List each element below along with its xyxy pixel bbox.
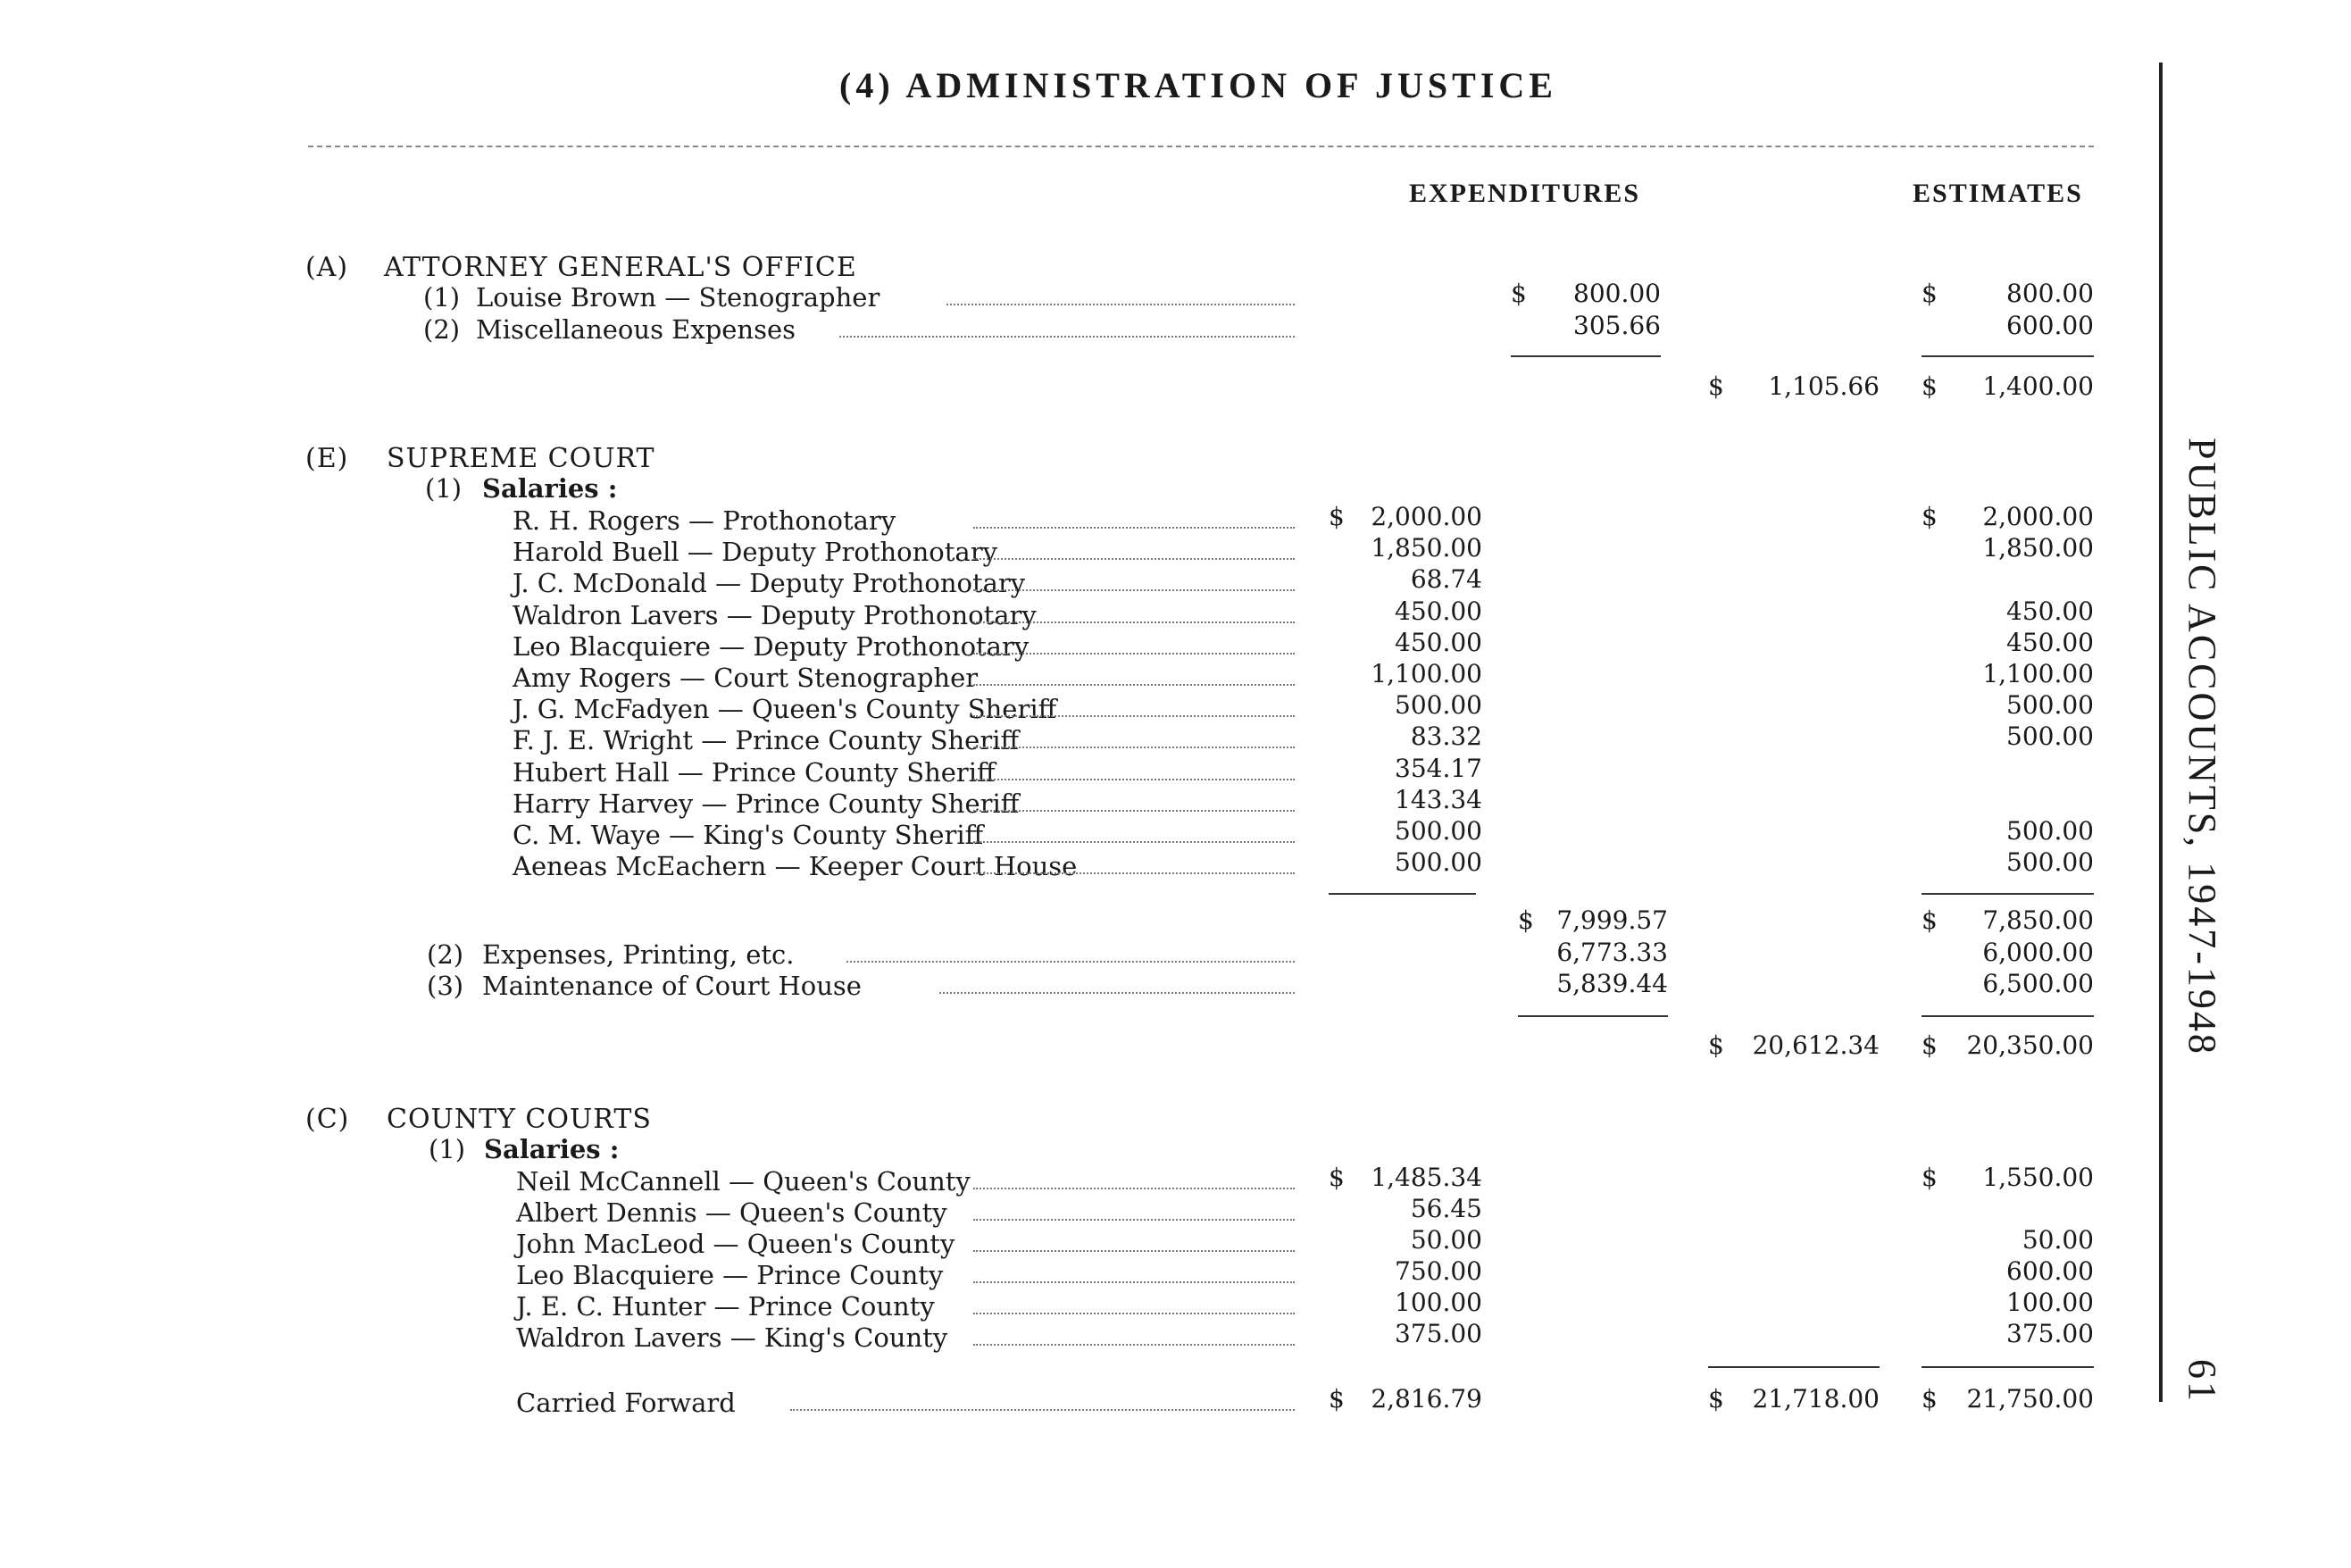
leader-dots bbox=[973, 779, 1295, 780]
salary-row-estimate: 600.00 bbox=[2006, 1256, 2094, 1286]
section-a-total-exp: 1,105.66 bbox=[1768, 371, 1880, 401]
currency-symbol: $ bbox=[1511, 279, 1527, 308]
leader-dots bbox=[973, 684, 1295, 686]
section-b-item-num: (2) bbox=[427, 939, 464, 970]
salary-row-expenditure: 500.00 bbox=[1395, 690, 1482, 721]
salary-row-expenditure: 50.00 bbox=[1410, 1225, 1482, 1255]
salary-row-estimate: 100.00 bbox=[2006, 1288, 2094, 1317]
expenditure-value: 800.00 bbox=[1573, 279, 1661, 308]
estimate-value: 6,500.00 bbox=[1982, 969, 2094, 998]
leader-dots bbox=[973, 653, 1295, 655]
leader-dots bbox=[839, 336, 1295, 338]
section-b-item-label: Maintenance of Court House bbox=[482, 971, 862, 1001]
salaries-rule bbox=[1329, 893, 1476, 895]
salary-row-expenditure: 1,850.00 bbox=[1371, 533, 1482, 563]
estimate-value: 600.00 bbox=[2006, 311, 2094, 340]
salary-row-label: Aeneas McEachern — Keeper Court House bbox=[513, 851, 1078, 882]
section-b-item-label: Expenses, Printing, etc. bbox=[482, 939, 795, 970]
leader-dots bbox=[973, 715, 1295, 717]
salary-row-label: Hubert Hall — Prince County Sheriff bbox=[513, 756, 996, 788]
salary-row-estimate: 2,000.00 bbox=[1982, 502, 2094, 531]
salary-row-estimate: 500.00 bbox=[2006, 690, 2094, 721]
section-b-letter: (E) bbox=[305, 443, 349, 474]
section-a-total-est: 1,400.00 bbox=[1982, 371, 2094, 401]
leader-dots bbox=[973, 1281, 1295, 1283]
page-title: (4) ADMINISTRATION OF JUSTICE bbox=[839, 65, 1557, 105]
salary-row-expenditure: 500.00 bbox=[1395, 816, 1482, 846]
salary-row-expenditure: 68.74 bbox=[1410, 564, 1482, 595]
section-b-total-exp: 20,612.34 bbox=[1752, 1030, 1880, 1060]
salary-row-estimate: 50.00 bbox=[2022, 1225, 2094, 1255]
salary-row-label: Harold Buell — Deputy Prothonotary bbox=[513, 537, 997, 568]
currency-symbol: $ bbox=[1329, 1163, 1345, 1192]
expenditure-value: 6,773.33 bbox=[1556, 938, 1668, 967]
currency-symbol: $ bbox=[1708, 1030, 1724, 1060]
salary-row-estimate: 375.00 bbox=[2006, 1319, 2094, 1348]
subtotal-rule bbox=[1518, 1015, 1668, 1017]
salaries-num: (1) bbox=[425, 473, 463, 504]
salary-row-label: J. C. McDonald — Deputy Prothonotary bbox=[513, 568, 1026, 599]
leader-dots bbox=[973, 558, 1295, 560]
salary-row-estimate: 500.00 bbox=[2006, 816, 2094, 846]
salary-row-label: Leo Blacquiere — Deputy Prothonotary bbox=[513, 630, 1030, 662]
salary-row-label: C. M. Waye — King's County Sheriff bbox=[513, 820, 984, 850]
section-a-item-label: Louise Brown — Stenographer bbox=[476, 282, 880, 313]
currency-symbol: $ bbox=[1708, 1384, 1724, 1414]
salary-row-label: J. E. C. Hunter — Prince County bbox=[516, 1291, 935, 1322]
section-a-item-num: (2) bbox=[423, 314, 461, 345]
leader-dots bbox=[973, 1250, 1295, 1252]
leader-dots bbox=[973, 621, 1295, 623]
currency-symbol: $ bbox=[1922, 371, 1938, 401]
leader-dots bbox=[790, 1409, 1295, 1411]
salary-row-expenditure: 450.00 bbox=[1395, 627, 1482, 657]
carried-forward-label: Carried Forward bbox=[516, 1388, 736, 1418]
salary-row-estimate: 500.00 bbox=[2006, 847, 2094, 878]
leader-dots bbox=[973, 589, 1295, 591]
salary-row-estimate: 450.00 bbox=[2006, 627, 2094, 657]
subtotal-rule bbox=[1922, 1015, 2094, 1017]
salary-row-label: F. J. E. Wright — Prince County Sheriff bbox=[513, 725, 1020, 756]
subtotal-rule bbox=[1511, 355, 1661, 357]
section-b-total-est: 20,350.00 bbox=[1966, 1030, 2094, 1060]
leader-dots bbox=[973, 1344, 1295, 1346]
currency-symbol: $ bbox=[1922, 1384, 1938, 1414]
salary-row-expenditure: 1,100.00 bbox=[1371, 659, 1482, 688]
salary-row-expenditure: 83.32 bbox=[1410, 721, 1482, 752]
salary-row-expenditure: 375.00 bbox=[1395, 1319, 1482, 1348]
currency-symbol: $ bbox=[1922, 1163, 1938, 1192]
carried-forward-exp-total: 21,718.00 bbox=[1752, 1384, 1880, 1414]
forward-rule bbox=[1922, 1366, 2094, 1368]
carried-forward-col1: 2,816.79 bbox=[1371, 1384, 1482, 1414]
leader-dots bbox=[946, 304, 1295, 305]
salaries-total-exp: 7,999.57 bbox=[1556, 905, 1668, 935]
currency-symbol: $ bbox=[1329, 1384, 1345, 1414]
side-rule bbox=[2159, 63, 2163, 1402]
expenditure-value: 5,839.44 bbox=[1556, 969, 1668, 998]
salary-row-label: John MacLeod — Queen's County bbox=[516, 1229, 955, 1259]
carried-forward-est-total: 21,750.00 bbox=[1966, 1384, 2094, 1414]
currency-symbol: $ bbox=[1329, 502, 1345, 531]
section-c-title: COUNTY COURTS bbox=[387, 1104, 652, 1135]
section-a-item-label: Miscellaneous Expenses bbox=[476, 314, 796, 345]
salary-row-label: Neil McCannell — Queen's County bbox=[516, 1166, 971, 1197]
salary-row-estimate: 1,850.00 bbox=[1982, 533, 2094, 563]
section-b-item-num: (3) bbox=[427, 971, 464, 1001]
page-number: 61 bbox=[2180, 1359, 2224, 1404]
salary-row-expenditure: 2,000.00 bbox=[1371, 502, 1482, 531]
estimates-header: ESTIMATES bbox=[1913, 179, 2083, 208]
salary-row-label: Leo Blacquiere — Prince County bbox=[516, 1260, 944, 1290]
leader-dots bbox=[973, 872, 1295, 874]
salary-row-expenditure: 450.00 bbox=[1395, 596, 1482, 626]
running-title: PUBLIC ACCOUNTS, 1947-1948 bbox=[2180, 438, 2224, 1056]
currency-symbol: $ bbox=[1922, 905, 1938, 935]
leader-dots bbox=[973, 527, 1295, 529]
leader-dots bbox=[846, 961, 1295, 963]
salary-row-label: J. G. McFadyen — Queen's County Sheriff bbox=[513, 694, 1057, 725]
salary-row-label: R. H. Rogers — Prothonotary bbox=[513, 505, 896, 536]
section-a-title: ATTORNEY GENERAL'S OFFICE bbox=[384, 252, 857, 283]
salary-row-estimate: 450.00 bbox=[2006, 596, 2094, 626]
salary-row-label: Albert Dennis — Queen's County bbox=[516, 1197, 947, 1228]
currency-symbol: $ bbox=[1518, 905, 1534, 935]
salary-row-expenditure: 354.17 bbox=[1395, 753, 1482, 783]
currency-symbol: $ bbox=[1922, 502, 1938, 531]
salary-row-expenditure: 143.34 bbox=[1395, 784, 1482, 814]
salaries-label: Salaries : bbox=[484, 1134, 620, 1164]
leader-dots bbox=[973, 1313, 1295, 1314]
currency-symbol: $ bbox=[1708, 371, 1724, 401]
salary-row-expenditure: 1,485.34 bbox=[1371, 1163, 1482, 1192]
salary-row-label: Waldron Lavers — Deputy Prothonotary bbox=[513, 599, 1037, 630]
expenditure-value: 305.66 bbox=[1573, 311, 1661, 340]
leader-dots bbox=[973, 746, 1295, 748]
leader-dots bbox=[973, 1188, 1295, 1189]
salary-row-estimate: 500.00 bbox=[2006, 721, 2094, 752]
salary-row-expenditure: 56.45 bbox=[1410, 1194, 1482, 1223]
salaries-num: (1) bbox=[429, 1134, 466, 1164]
currency-symbol: $ bbox=[1922, 279, 1938, 308]
salary-row-label: Waldron Lavers — King's County bbox=[516, 1322, 948, 1353]
salary-row-expenditure: 750.00 bbox=[1395, 1256, 1482, 1286]
salary-row-estimate: 1,550.00 bbox=[1982, 1163, 2094, 1192]
salary-row-expenditure: 500.00 bbox=[1395, 847, 1482, 878]
estimate-value: 800.00 bbox=[2006, 279, 2094, 308]
leader-dots bbox=[973, 1219, 1295, 1221]
estimate-value: 6,000.00 bbox=[1982, 938, 2094, 967]
salaries-label: Salaries : bbox=[482, 473, 618, 504]
forward-rule bbox=[1708, 1366, 1880, 1368]
leader-dots bbox=[973, 810, 1295, 812]
leader-dots bbox=[973, 841, 1295, 843]
salaries-rule bbox=[1922, 893, 2094, 895]
salary-row-estimate: 1,100.00 bbox=[1982, 659, 2094, 688]
salaries-total-est: 7,850.00 bbox=[1982, 905, 2094, 935]
section-b-title: SUPREME COURT bbox=[387, 443, 655, 474]
salary-row-expenditure: 100.00 bbox=[1395, 1288, 1482, 1317]
title-rule bbox=[308, 146, 2094, 147]
expenditures-header: EXPENDITURES bbox=[1409, 179, 1641, 208]
salary-row-label: Amy Rogers — Court Stenographer bbox=[513, 663, 979, 693]
leader-dots bbox=[939, 992, 1295, 994]
currency-symbol: $ bbox=[1922, 1030, 1938, 1060]
salary-row-label: Harry Harvey — Prince County Sheriff bbox=[513, 788, 1020, 819]
section-a-item-num: (1) bbox=[423, 282, 461, 313]
section-a-letter: (A) bbox=[305, 252, 349, 283]
subtotal-rule bbox=[1922, 355, 2094, 357]
section-c-letter: (C) bbox=[305, 1104, 350, 1135]
